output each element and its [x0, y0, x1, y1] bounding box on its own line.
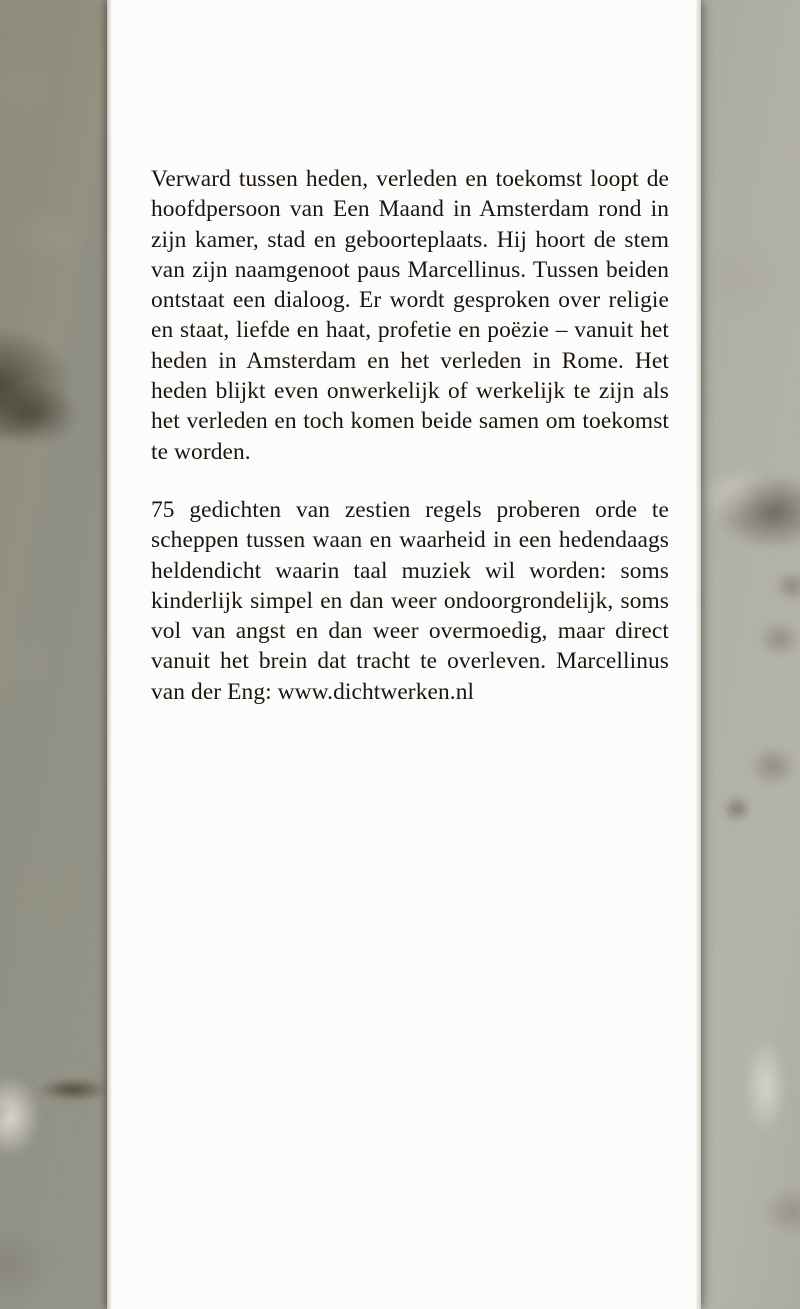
blurb-paragraph-2: 75 gedichten van zestien regels proberen orde te scheppen tussen waan en waarheid in een hedendaags heldendicht waarin taal muziek wil worden: soms kinderlijk simpel en dan weer ondoorgrondelijk, soms vol van angst en dan weer overmoedig, maar direct vanuit het brein dat tracht te overleven. Marcellinus van der Eng: www.dichtwerken.nl: [151, 496, 669, 705]
back-cover-blurb: [151, 164, 669, 707]
page-left-edge-shadow: [107, 0, 112, 1309]
blurb-paragraph-1: Verward tussen heden, verleden en toekomst loopt de hoofdpersoon van Een Maand in Amsterdam rond in zijn kamer, stad en geboorteplaats. Hij hoort de stem van zijn naamgenoot paus Marcellinus. Tussen beiden ontstaat een dialoog. Er wordt gesproken over religie en staat, liefde en haat, profetie en poëzie – vanuit het heden in Amsterdam en het verleden in Rome. Het heden blijkt even onwerkelijk of werkelijk te zijn als het verleden en toch komen beide samen om toekomst te worden.: [151, 166, 669, 465]
book-back-cover-page: [107, 0, 701, 1309]
page-right-edge-shadow: [695, 0, 701, 1309]
